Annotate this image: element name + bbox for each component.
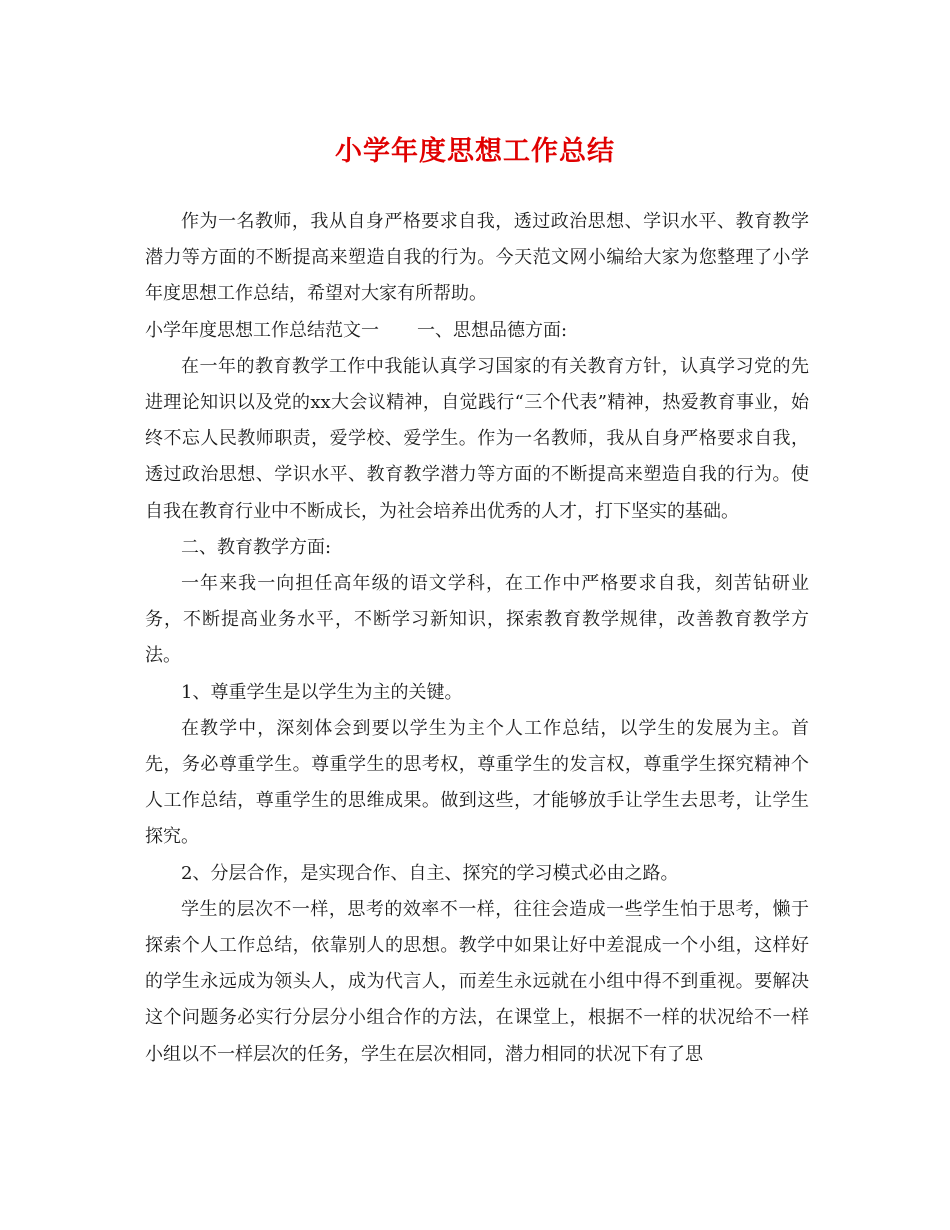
point2-heading: 2、分层合作，是实现合作、自主、探究的学习模式必由之路。: [181, 862, 679, 884]
point2-paragraph: 学生的层次不一样，思考的效率不一样，往往会造成一些学生怕于思考，懒于探索个人工作总结，依靠别人的思想。教学中如果让好中差混成一个小组，这样好的学生永远成为领头人，成为代言人，而差生永远就在小组中得不到重视。要解决这个问题务必实行分层分小组合作的方法，在课堂上，根据不一样的状况给不一样小组以不一样层次的任务，学生在层次相同，潜力相同的状况下有了思: [145, 898, 809, 1065]
point1-heading: 1、尊重学生是以学生为主的关键。: [181, 681, 463, 703]
intro-paragraph: 作为一名教师，我从自身严格要求自我，透过政治思想、学识水平、教育教学潜力等方面的不断提高来塑造自我的行为。今天范文网小编给大家为您整理了小学年度思想工作总结，希望对大家有所帮助。: [145, 211, 809, 305]
section1-paragraph: 在一年的教育教学工作中我能认真学习国家的有关教育方针，认真学习党的先进理论知识以及党的xx大会议精神，自觉践行“三个代表”精神，热爱教育事业，始终不忘人民教师职责，爱学校、爱学生。作为一名教师，我从自身严格要求自我，透过政治思想、学识水平、教育教学潜力等方面的不断提高来塑造自我的行为。使自我在教育行业中不断成长，为社会培养出优秀的人才，打下坚实的基础。: [145, 355, 809, 522]
point1-paragraph: 在教学中，深刻体会到要以学生为主个人工作总结，以学生的发展为主。首先，务必尊重学生。尊重学生的思考权，尊重学生的发言权，尊重学生探究精神个人工作总结，尊重学生的思维成果。做到这些，才能够放手让学生去思考，让学生探究。: [145, 717, 809, 848]
document-body: [145, 204, 809, 1073]
document-title: 小学年度思想工作总结: [335, 136, 615, 167]
section1-heading: 一、思想品德方面:: [417, 319, 568, 341]
sample-heading: 小学年度思想工作总结范文一: [145, 319, 379, 341]
section2-paragraph: 一年来我一向担任高年级的语文学科，在工作中严格要求自我，刻苦钻研业务，不断提高业务水平，不断学习新知识，探索教育教学规律，改善教育教学方法。: [145, 573, 809, 667]
section2-heading: 二、教育教学方面:: [181, 536, 332, 558]
sample-heading-line: [145, 313, 809, 349]
